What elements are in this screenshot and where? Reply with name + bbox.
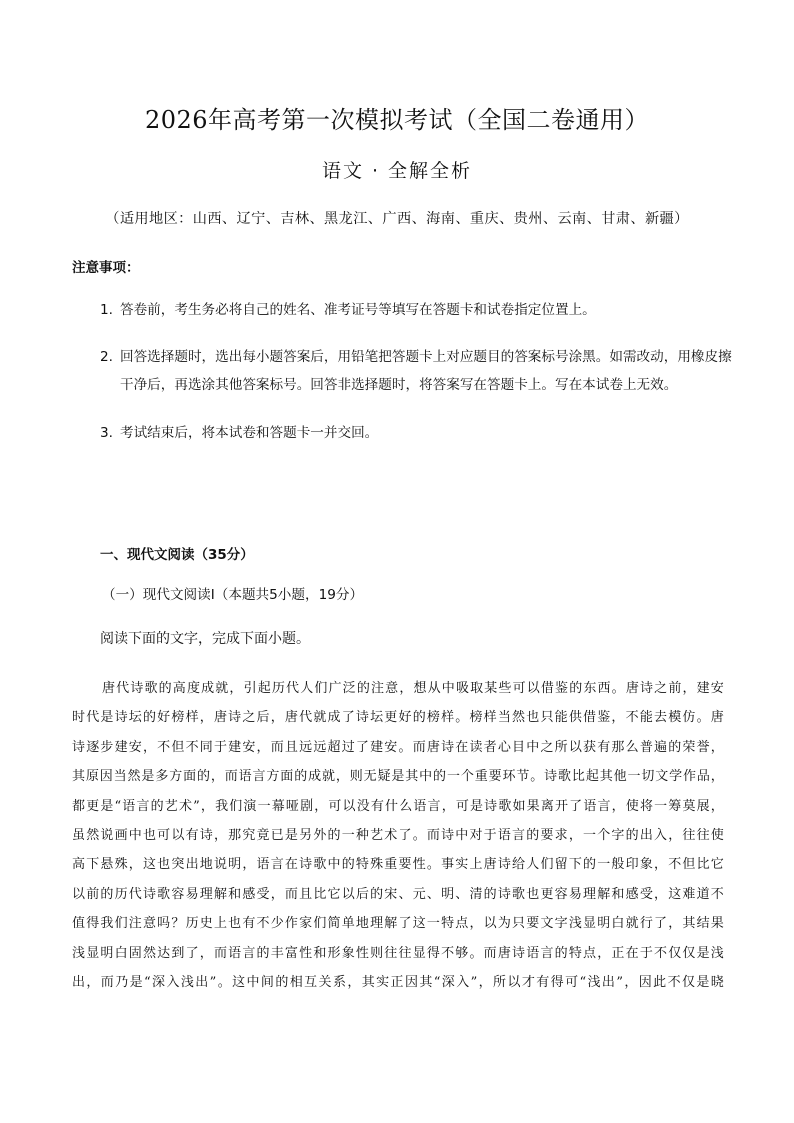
notice-item-number: 2. xyxy=(100,349,113,365)
passage-line: 浅显明白固然达到了，而语言的丰富性和形象性则往往显得不够。而唐诗语言的特点，正在于不仅仅是浅 xyxy=(72,945,724,961)
applicable-regions: （适用地区：山西、辽宁、吉林、黑龙江、广西、海南、重庆、贵州、云南、甘肃、新疆） xyxy=(105,211,689,227)
notice-item xyxy=(100,343,732,399)
notice-item xyxy=(100,296,732,324)
passage-line: 高下悬殊，这也突出地说明，语言在诗歌中的特殊重要性。事实上唐诗给人们留下的一般印象，不但比它 xyxy=(72,857,724,873)
exam-subtitle: 语文 · 全解全析 xyxy=(321,160,473,182)
passage-line: 虽然说画中也可以有诗，那究竟已是另外的一种艺术了。而诗中对于语言的要求，一个字的出入，往往使 xyxy=(72,827,724,843)
notice-item-text: 考试结束后，将本试卷和答题卡一并交回。 xyxy=(120,425,379,441)
passage-line: 出，而乃是“深入浅出”。这中间的相互关系，其实正因其“深入”，所以才有得可“浅出”，因此不仅是晓 xyxy=(72,974,724,990)
section-heading: 一、现代文阅读（35分） xyxy=(100,547,254,563)
subsection-heading: （一）现代文阅读Ⅰ（本题共5小题，19分） xyxy=(102,587,364,603)
notice-item-number: 3. xyxy=(100,425,113,441)
reading-passage xyxy=(72,674,724,997)
notice-list xyxy=(100,296,732,447)
passage-line: 其原因当然是多方面的，而语言方面的成就，则无疑是其中的一个重要环节。诗歌比起其他一切文学作品， xyxy=(72,769,724,785)
passage-line: 诗逐步建安，不但不同于建安，而且远远超过了建安。而唐诗在读者心目中之所以获有那么普遍的荣誉， xyxy=(72,739,724,755)
passage-line: 都更是“语言的艺术”，我们演一幕哑剧，可以没有什么语言，可是诗歌如果离开了语言，使将一筹莫展， xyxy=(72,798,724,814)
passage-line: 时代是诗坛的好榜样，唐诗之后，唐代就成了诗坛更好的榜样。榜样当然也只能供借鉴，不能去模仿。唐 xyxy=(72,710,724,726)
notice-item-text: 回答选择题时，选出每小题答案后，用铅笔把答题卡上对应题目的答案标号涂黑。如需改动，用橡皮擦干净后，再选涂其他答案标号。回答非选择题时，将答案写在答题卡上。写在本试卷上无效。 xyxy=(120,349,732,393)
passage-line: 以前的历代诗歌容易理解和感受，而且比它以后的宋、元、明、清的诗歌也更容易理解和感受，这难道不 xyxy=(72,886,724,902)
exam-title: 2026年高考第一次模拟考试（全国二卷通用） xyxy=(144,106,650,134)
reading-instruction: 阅读下面的文字，完成下面小题。 xyxy=(100,631,310,647)
passage-line: 唐代诗歌的高度成就，引起历代人们广泛的注意，想从中吸取某些可以借鉴的东西。唐诗之前，建安 xyxy=(102,681,724,696)
notice-item xyxy=(100,419,732,447)
notice-heading: 注意事项： xyxy=(72,260,140,276)
passage-line: 值得我们注意吗？历史上也有不少作家们简单地理解了这一特点，以为只要文字浅显明白就行了，其结果 xyxy=(72,916,724,932)
notice-item-text: 答卷前，考生务必将自己的姓名、准考证号等填写在答题卡和试卷指定位置上。 xyxy=(120,302,596,318)
notice-item-number: 1. xyxy=(100,302,113,318)
